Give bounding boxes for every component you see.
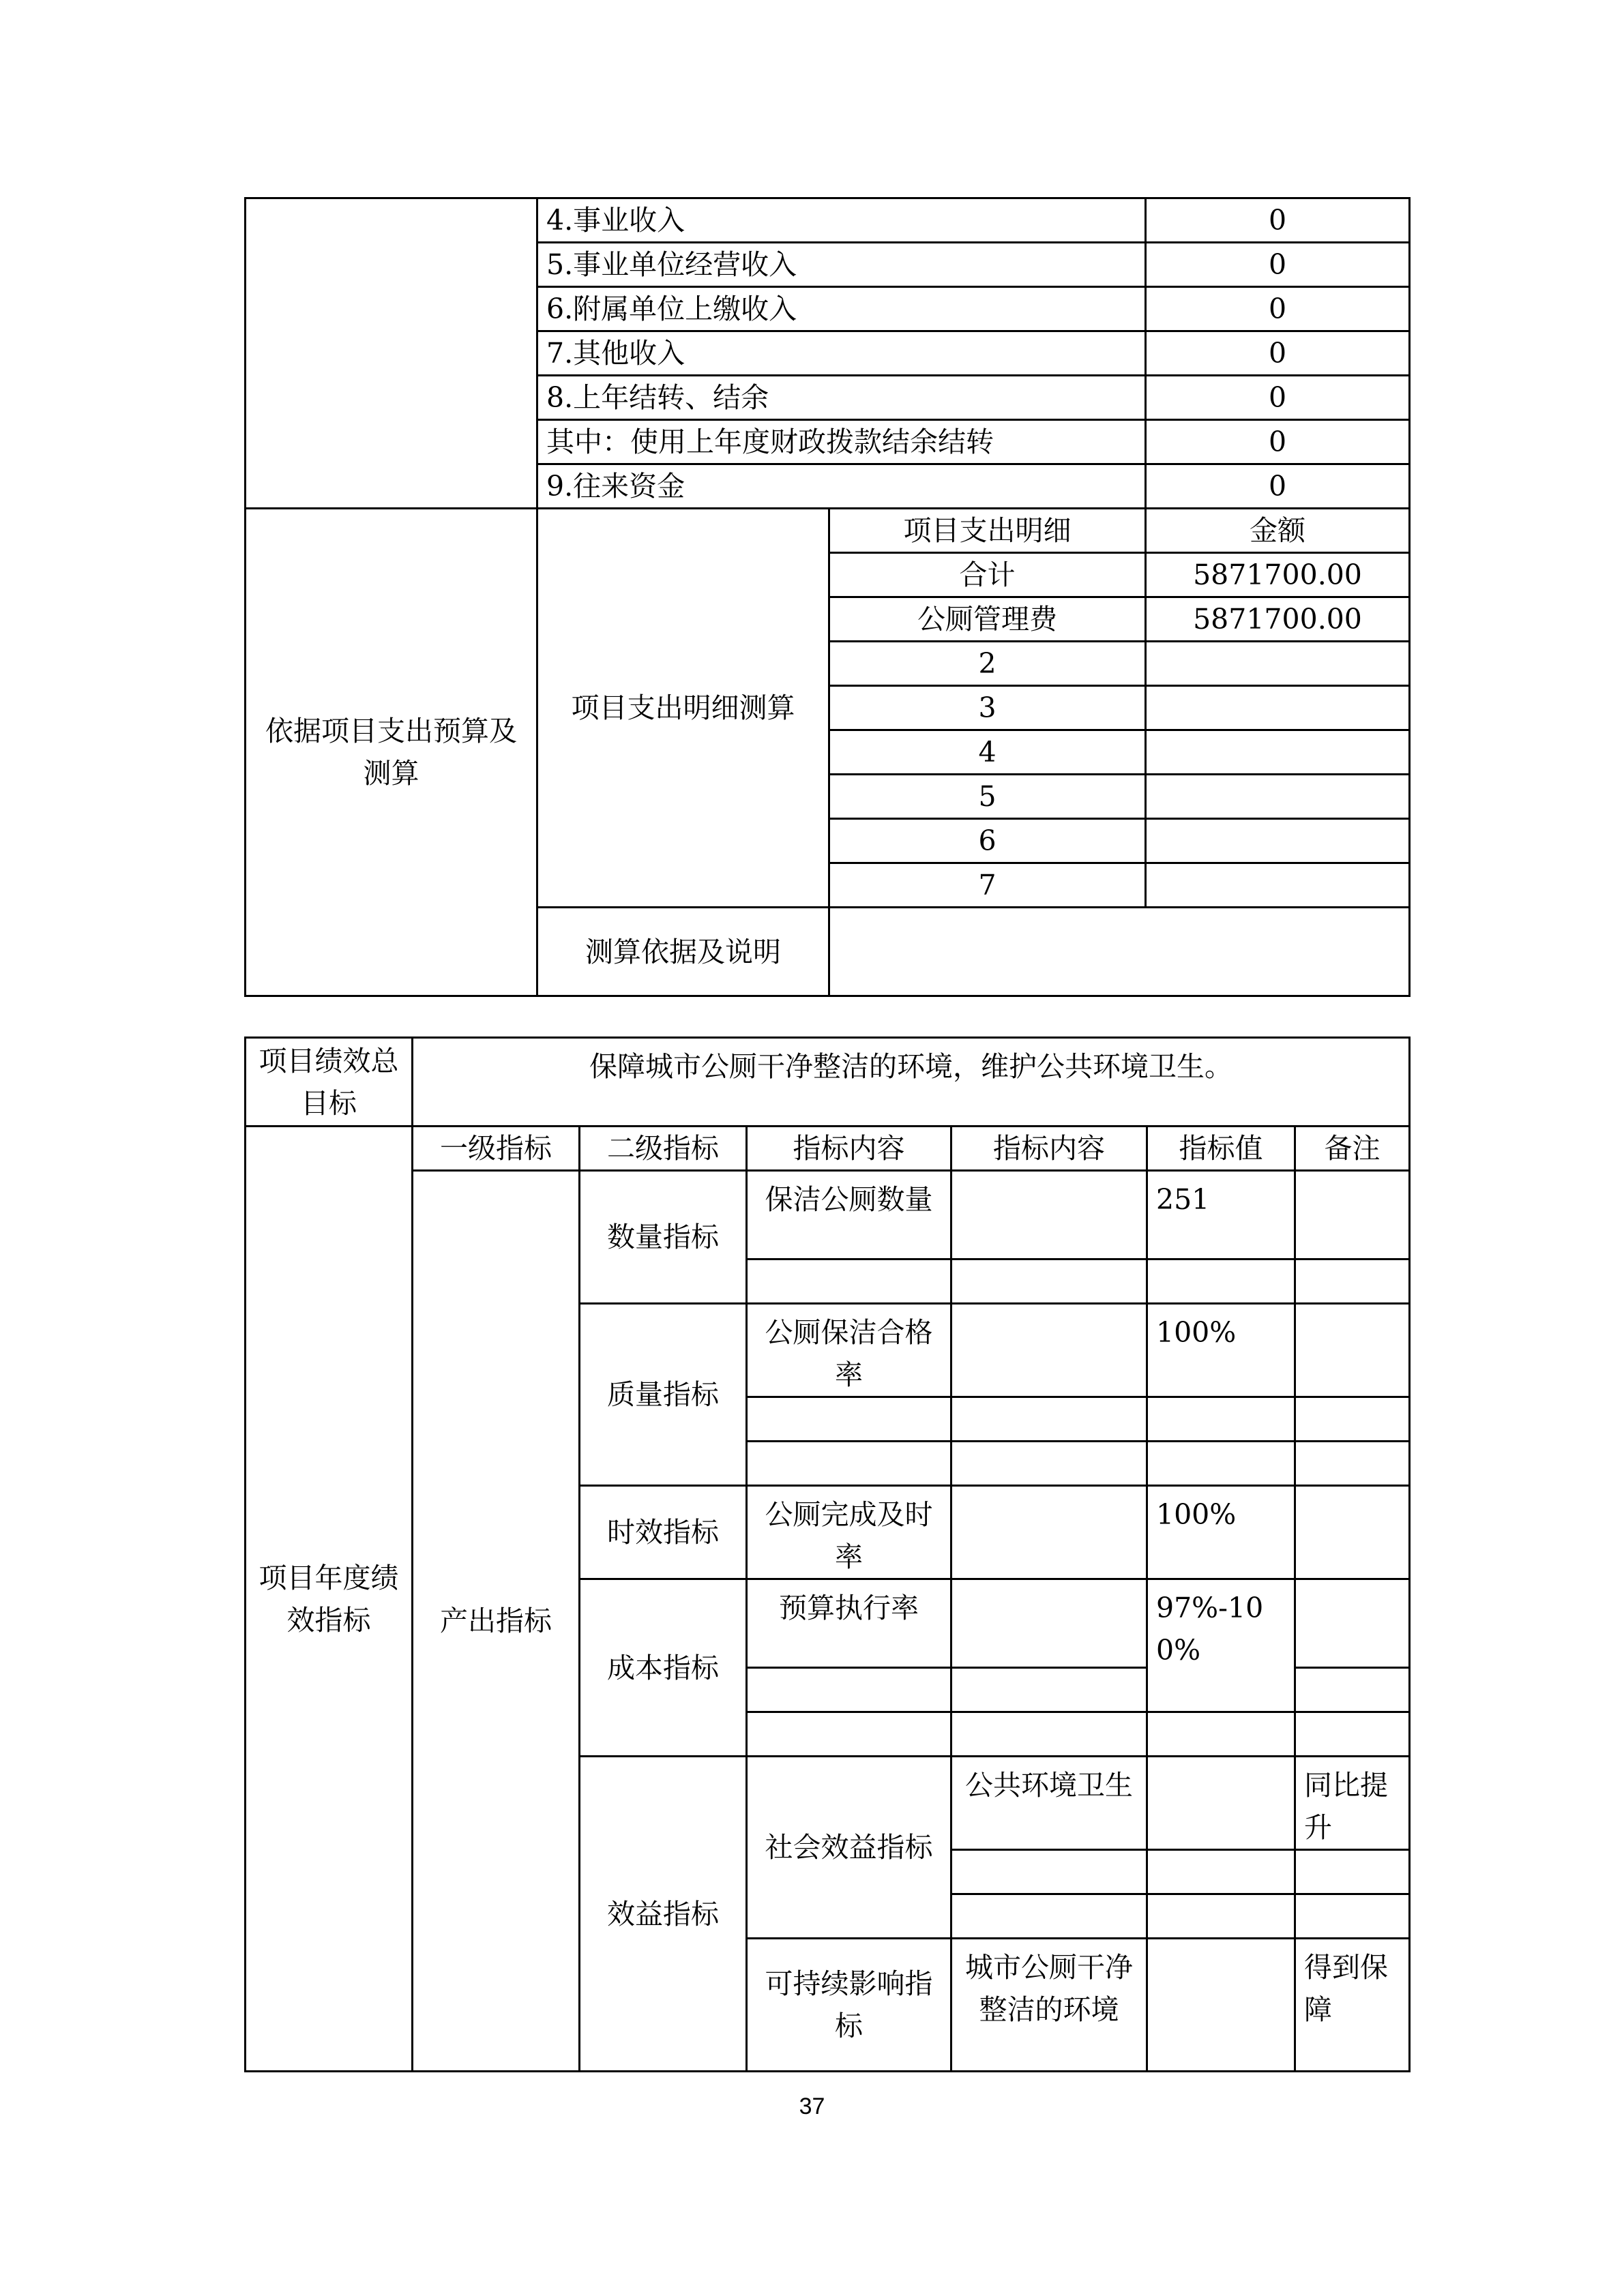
header-value: 指标值 <box>1147 1127 1295 1171</box>
budget-item: 公厕管理费 <box>829 597 1146 642</box>
funding-value: 0 <box>1146 376 1410 420</box>
funding-label: 4.事业收入 <box>537 198 1146 243</box>
empty-cell <box>1147 1442 1295 1486</box>
empty-cell <box>951 1397 1147 1442</box>
remarks-cell <box>1295 1486 1410 1579</box>
empty-cell <box>1295 1850 1410 1894</box>
empty-cell <box>951 1712 1147 1757</box>
funding-value: 0 <box>1146 464 1410 509</box>
empty-cell <box>1147 1894 1295 1939</box>
funding-value: 0 <box>1146 420 1410 464</box>
empty-cell <box>1295 1668 1410 1712</box>
level1-output: 产出指标 <box>413 1171 580 2072</box>
indicator-content-2 <box>951 1171 1147 1259</box>
remarks-cell <box>1295 1579 1410 1668</box>
empty-cell <box>951 1850 1147 1894</box>
header-item: 项目支出明细 <box>829 509 1146 553</box>
level2-quality: 质量指标 <box>580 1304 747 1486</box>
detail-calc-label: 项目支出明细测算 <box>537 509 829 908</box>
empty-cell <box>1147 1397 1295 1442</box>
empty-cell <box>747 1259 951 1304</box>
basis-label: 测算依据及说明 <box>537 908 829 996</box>
indicator-label: 项目年度绩效指标 <box>246 1127 413 2072</box>
budget-item: 5 <box>829 775 1146 819</box>
indicator-value: 97%-100% <box>1147 1579 1295 1712</box>
indicator-value: 同比提升 <box>1295 1757 1410 1850</box>
funding-label: 5.事业单位经营收入 <box>537 243 1146 287</box>
funding-label: 8.上年结转、结余 <box>537 376 1146 420</box>
level2-sustainability: 可持续影响指标 <box>747 1939 951 2072</box>
empty-cell <box>747 1668 951 1712</box>
empty-cell <box>951 1442 1147 1486</box>
empty-cell <box>747 1712 951 1757</box>
performance-table <box>244 1037 1411 2072</box>
budget-item: 7 <box>829 863 1146 908</box>
budget-item: 6 <box>829 819 1146 863</box>
budget-item: 3 <box>829 686 1146 730</box>
budget-amount <box>1146 642 1410 686</box>
header-remarks: 备注 <box>1295 1127 1410 1171</box>
funding-label: 其中：使用上年度财政拨款结余结转 <box>537 420 1146 464</box>
empty-cell <box>747 1442 951 1486</box>
funding-value: 0 <box>1146 331 1410 376</box>
budget-amount <box>1146 686 1410 730</box>
goal-text: 保障城市公厕干净整洁的环境，维护公共环境卫生。 <box>413 1038 1410 1127</box>
header-amount: 金额 <box>1146 509 1410 553</box>
level1-benefit: 效益指标 <box>580 1757 747 2072</box>
header-content: 指标内容 <box>747 1127 951 1171</box>
indicator-content: 预算执行率 <box>747 1579 951 1668</box>
budget-amount <box>1146 775 1410 819</box>
empty-cell <box>1295 1894 1410 1939</box>
indicator-content: 公厕保洁合格率 <box>747 1304 951 1397</box>
indicator-value: 得到保障 <box>1295 1939 1410 2072</box>
budget-amount: 5871700.00 <box>1146 597 1410 642</box>
goal-label: 项目绩效总目标 <box>246 1038 413 1127</box>
budget-item: 合计 <box>829 553 1146 597</box>
empty-cell <box>1295 1712 1410 1757</box>
blank-label-cell <box>246 198 537 509</box>
empty-cell <box>1295 1259 1410 1304</box>
indicator-content: 保洁公厕数量 <box>747 1171 951 1259</box>
indicator-content: 公共环境卫生 <box>951 1757 1147 1850</box>
funding-value: 0 <box>1146 287 1410 331</box>
level2-quantity: 数量指标 <box>580 1171 747 1304</box>
empty-cell <box>951 1668 1147 1712</box>
level2-cost: 成本指标 <box>580 1579 747 1757</box>
indicator-content-2 <box>951 1579 1147 1668</box>
indicator-content-2 <box>1147 1757 1295 1850</box>
empty-cell <box>1147 1259 1295 1304</box>
indicator-content-2 <box>951 1304 1147 1397</box>
funding-value: 0 <box>1146 243 1410 287</box>
budget-item: 4 <box>829 730 1146 775</box>
header-level1: 一级指标 <box>413 1127 580 1171</box>
indicator-value: 100% <box>1147 1304 1295 1397</box>
budget-table <box>244 197 1411 997</box>
funding-label: 7.其他收入 <box>537 331 1146 376</box>
indicator-content: 公厕完成及时率 <box>747 1486 951 1579</box>
empty-cell <box>1295 1442 1410 1486</box>
level2-timeliness: 时效指标 <box>580 1486 747 1579</box>
budget-item: 2 <box>829 642 1146 686</box>
indicator-value: 100% <box>1147 1486 1295 1579</box>
funding-value: 0 <box>1146 198 1410 243</box>
header-level2: 二级指标 <box>580 1127 747 1171</box>
empty-cell <box>1147 1850 1295 1894</box>
empty-cell <box>747 1397 951 1442</box>
indicator-content: 城市公厕干净整洁的环境 <box>951 1939 1147 2072</box>
funding-label: 6.附属单位上缴收入 <box>537 287 1146 331</box>
budget-amount <box>1146 819 1410 863</box>
indicator-value: 251 <box>1147 1171 1295 1259</box>
page-number: 37 <box>799 2093 825 2119</box>
budget-amount <box>1146 863 1410 908</box>
empty-cell <box>1147 1712 1295 1757</box>
indicator-content-2 <box>1147 1939 1295 2072</box>
empty-cell <box>951 1259 1147 1304</box>
funding-label: 9.往来资金 <box>537 464 1146 509</box>
remarks-cell <box>1295 1171 1410 1259</box>
empty-cell <box>1295 1397 1410 1442</box>
basis-value <box>829 908 1410 996</box>
indicator-content-2 <box>951 1486 1147 1579</box>
empty-cell <box>951 1894 1147 1939</box>
budget-section-label: 依据项目支出预算及测算 <box>246 509 537 996</box>
budget-amount: 5871700.00 <box>1146 553 1410 597</box>
remarks-cell <box>1295 1304 1410 1397</box>
budget-amount <box>1146 730 1410 775</box>
level2-social: 社会效益指标 <box>747 1757 951 1939</box>
header-content-2: 指标内容 <box>951 1127 1147 1171</box>
